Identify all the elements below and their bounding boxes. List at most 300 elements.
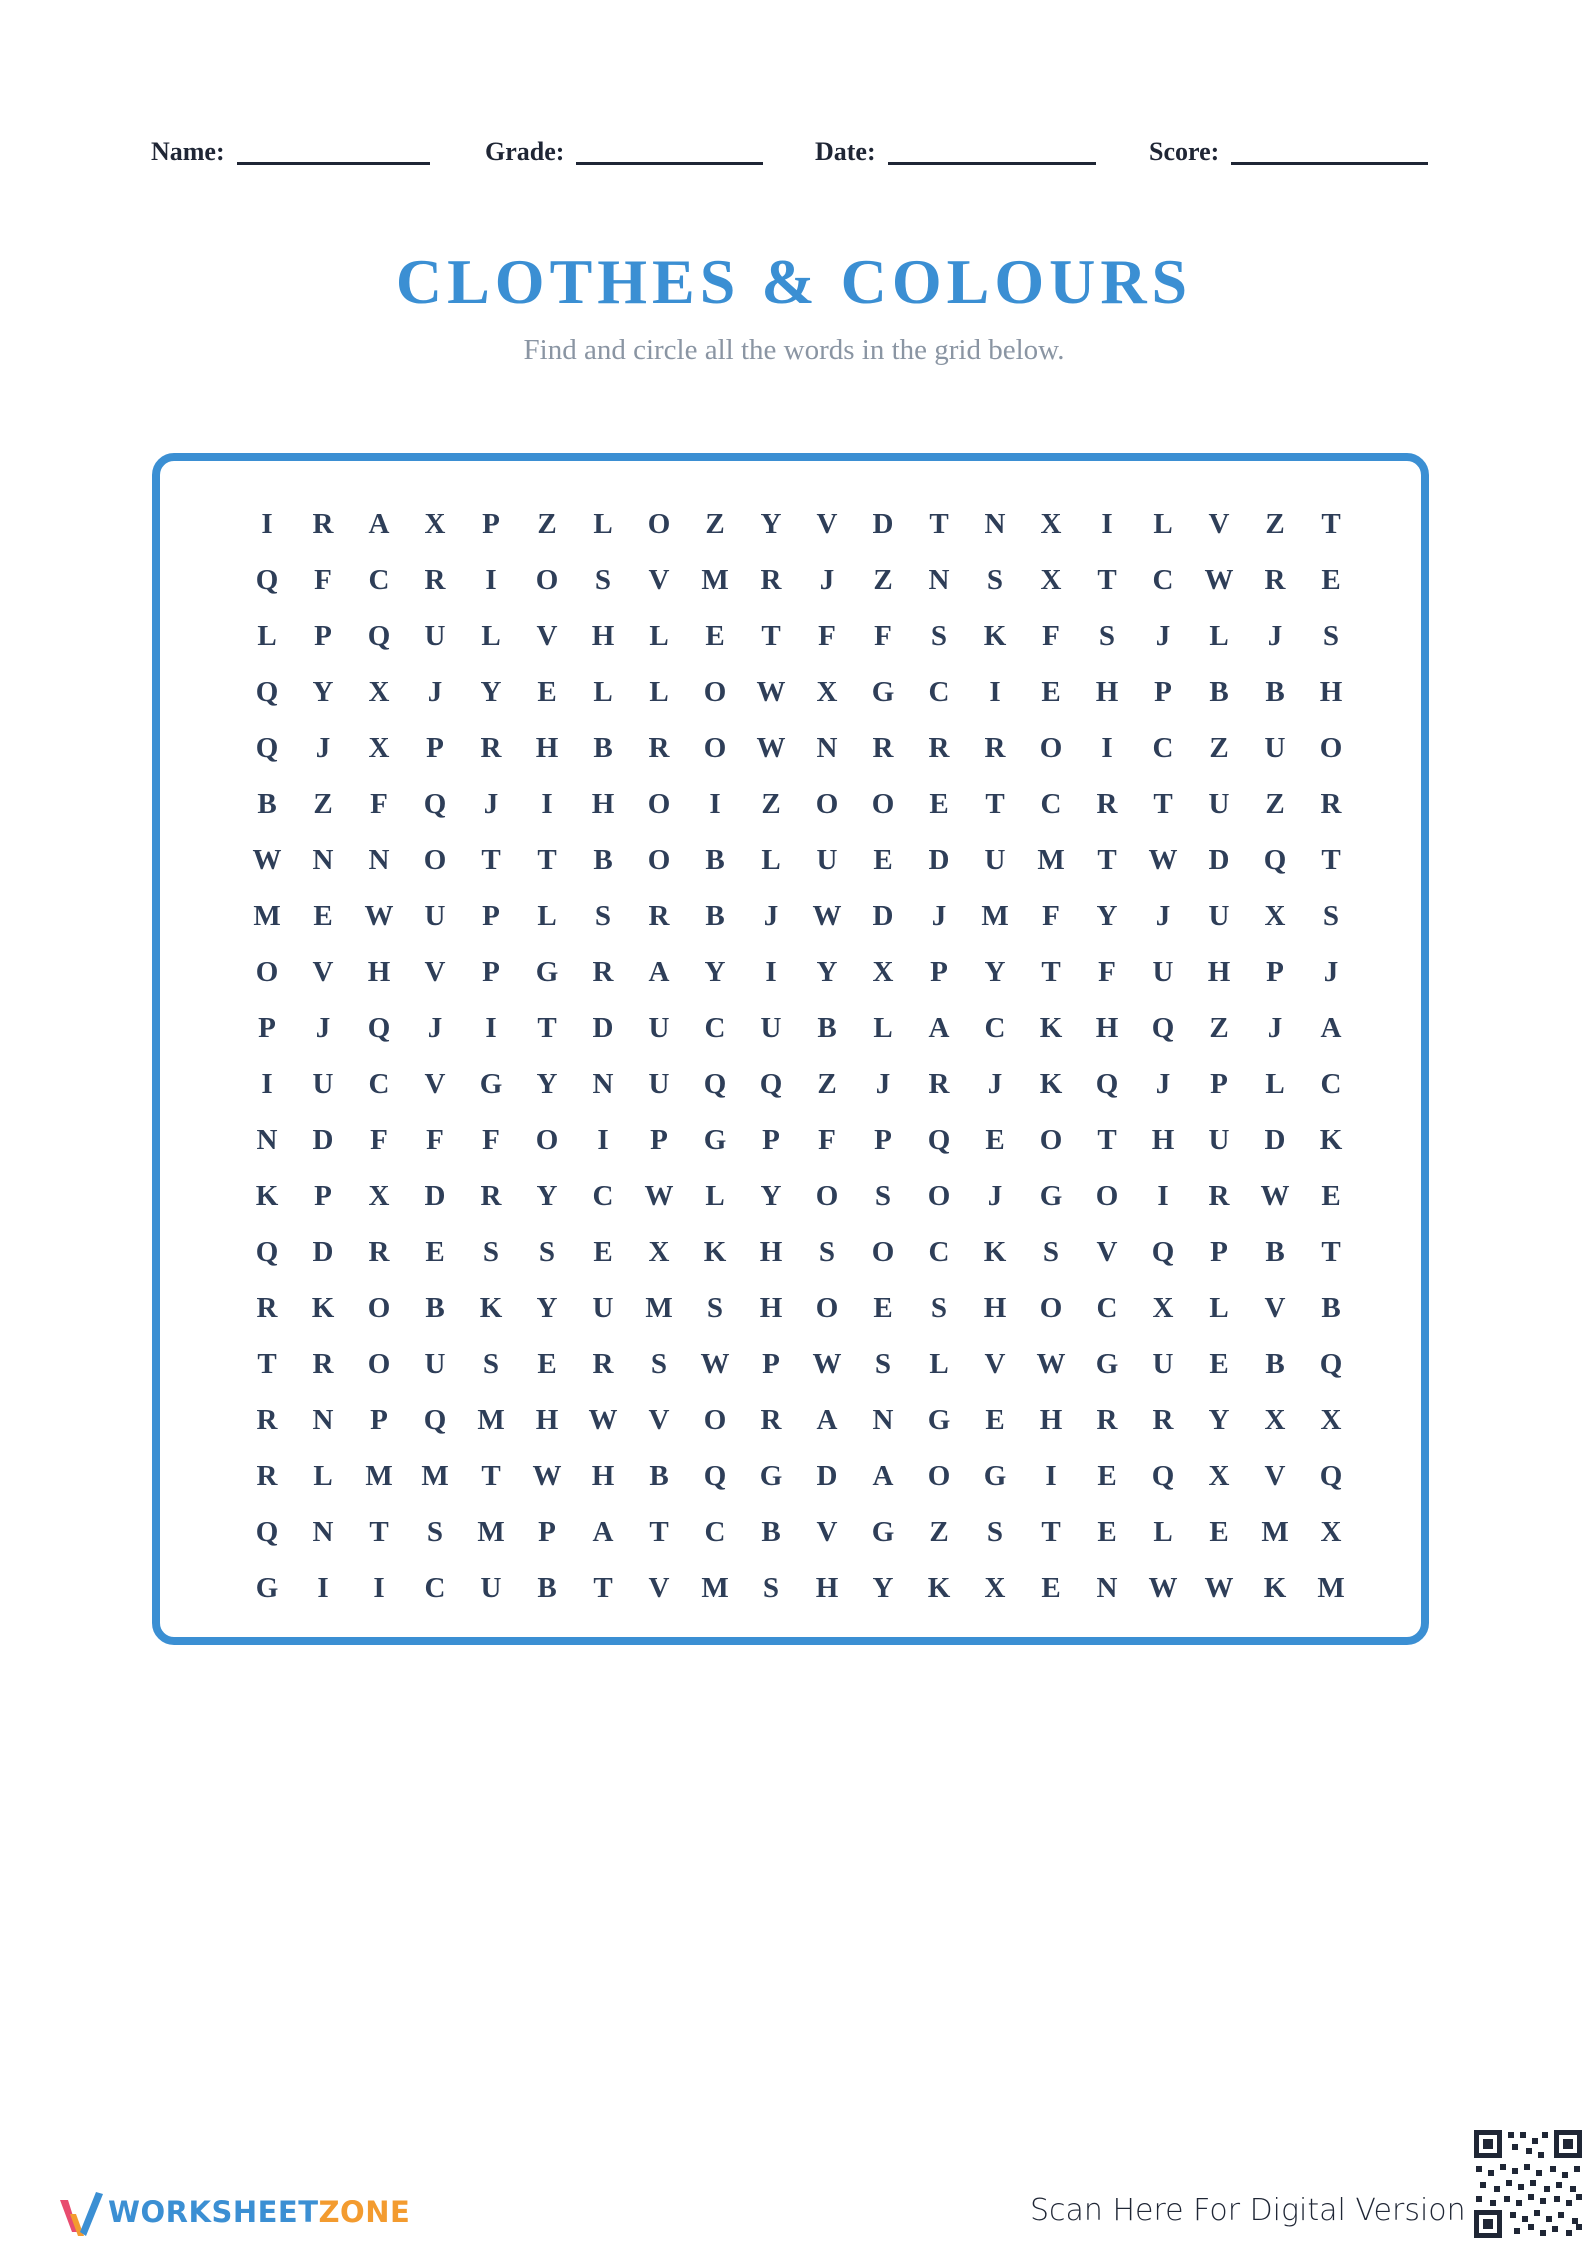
grid-letter[interactable]: E	[1321, 563, 1341, 596]
grid-letter[interactable]: X	[648, 1235, 670, 1268]
grid-letter[interactable]: V	[1096, 1235, 1118, 1268]
grid-letter[interactable]: U	[1264, 731, 1286, 764]
grid-letter[interactable]: T	[1097, 563, 1117, 596]
grid-letter[interactable]: W	[1204, 563, 1234, 596]
grid-letter[interactable]: R	[480, 731, 502, 764]
grid-letter[interactable]: J	[427, 675, 443, 708]
grid-letter[interactable]: J	[987, 1179, 1003, 1212]
grid-letter[interactable]: H	[815, 1571, 839, 1604]
grid-letter[interactable]: O	[927, 1459, 951, 1492]
grid-letter[interactable]: A	[1320, 1011, 1342, 1044]
grid-letter[interactable]: B	[1209, 675, 1229, 708]
grid-letter[interactable]: O	[1039, 1291, 1063, 1324]
grid-letter[interactable]: C	[424, 1571, 446, 1604]
grid-letter[interactable]: M	[701, 563, 729, 596]
grid-letter[interactable]: G	[871, 1515, 895, 1548]
grid-letter[interactable]: Q	[1319, 1347, 1343, 1380]
grade-line[interactable]	[576, 128, 763, 165]
grid-letter[interactable]: C	[1096, 1291, 1118, 1324]
grid-letter[interactable]: R	[1096, 1403, 1118, 1436]
grid-letter[interactable]: Q	[255, 675, 279, 708]
grid-letter[interactable]: L	[929, 1347, 949, 1380]
grid-letter[interactable]: A	[816, 1403, 838, 1436]
grid-letter[interactable]: S	[874, 1347, 892, 1380]
grid-letter[interactable]: M	[477, 1403, 505, 1436]
grid-letter[interactable]: F	[818, 619, 836, 652]
grid-letter[interactable]: O	[535, 563, 559, 596]
grid-letter[interactable]: N	[816, 731, 838, 764]
grid-letter[interactable]: Y	[760, 507, 782, 540]
grid-letter[interactable]: P	[1266, 955, 1284, 988]
grid-letter[interactable]: Y	[536, 1179, 558, 1212]
grid-letter[interactable]: S	[986, 1515, 1004, 1548]
grid-letter[interactable]: V	[816, 1515, 838, 1548]
grid-letter[interactable]: O	[535, 1123, 559, 1156]
grid-letter[interactable]: T	[929, 507, 949, 540]
grid-letter[interactable]: K	[1263, 1571, 1287, 1604]
grid-letter[interactable]: Q	[367, 1011, 391, 1044]
grid-letter[interactable]: C	[928, 675, 950, 708]
grid-letter[interactable]: U	[760, 1011, 782, 1044]
grid-letter[interactable]: B	[425, 1291, 445, 1324]
grid-letter[interactable]: E	[425, 1235, 445, 1268]
grid-letter[interactable]: I	[597, 1123, 609, 1156]
grid-letter[interactable]: Q	[703, 1067, 727, 1100]
grid-letter[interactable]: B	[817, 1011, 837, 1044]
grid-letter[interactable]: I	[1101, 731, 1113, 764]
grid-letter[interactable]: I	[261, 507, 273, 540]
grid-letter[interactable]: M	[645, 1291, 673, 1324]
grid-letter[interactable]: I	[1045, 1459, 1057, 1492]
grid-letter[interactable]: K	[1319, 1123, 1343, 1156]
grid-letter[interactable]: E	[985, 1123, 1005, 1156]
grid-letter[interactable]: K	[983, 619, 1007, 652]
grid-letter[interactable]: C	[1320, 1067, 1342, 1100]
grid-letter[interactable]: W	[1260, 1179, 1290, 1212]
grid-letter[interactable]: G	[927, 1403, 951, 1436]
grid-letter[interactable]: M	[365, 1459, 393, 1492]
grid-letter[interactable]: E	[1209, 1347, 1229, 1380]
grid-letter[interactable]: V	[816, 507, 838, 540]
grid-letter[interactable]: T	[649, 1515, 669, 1548]
grid-letter[interactable]: P	[258, 1011, 276, 1044]
grid-letter[interactable]: W	[588, 1403, 618, 1436]
grid-letter[interactable]: S	[930, 619, 948, 652]
grid-letter[interactable]: Q	[367, 619, 391, 652]
grid-letter[interactable]: D	[872, 507, 894, 540]
grid-letter[interactable]: K	[255, 1179, 279, 1212]
grid-letter[interactable]: H	[1151, 1123, 1175, 1156]
grid-letter[interactable]: F	[314, 563, 332, 596]
grid-letter[interactable]: L	[537, 899, 557, 932]
grid-letter[interactable]: W	[756, 731, 786, 764]
grid-letter[interactable]: B	[649, 1459, 669, 1492]
grid-letter[interactable]: U	[592, 1291, 614, 1324]
grid-letter[interactable]: Y	[760, 1179, 782, 1212]
grid-letter[interactable]: L	[649, 619, 669, 652]
grid-letter[interactable]: F	[1098, 955, 1116, 988]
grid-letter[interactable]: J	[1267, 619, 1283, 652]
grid-letter[interactable]: X	[1208, 1459, 1230, 1492]
grid-letter[interactable]: W	[1204, 1571, 1234, 1604]
grid-letter[interactable]: C	[368, 1067, 390, 1100]
grid-letter[interactable]: S	[426, 1515, 444, 1548]
grid-letter[interactable]: Q	[255, 1515, 279, 1548]
grid-letter[interactable]: N	[872, 1403, 894, 1436]
grid-letter[interactable]: S	[594, 563, 612, 596]
grid-letter[interactable]: T	[537, 843, 557, 876]
grid-letter[interactable]: N	[312, 1515, 334, 1548]
date-field[interactable]	[815, 128, 1096, 165]
grid-letter[interactable]: Y	[984, 955, 1006, 988]
grid-letter[interactable]: R	[256, 1291, 278, 1324]
qr-code-icon[interactable]	[1472, 2128, 1584, 2240]
grid-letter[interactable]: Y	[536, 1291, 558, 1324]
grid-letter[interactable]: G	[759, 1459, 783, 1492]
grid-letter[interactable]: R	[648, 899, 670, 932]
grid-letter[interactable]: O	[423, 843, 447, 876]
grid-letter[interactable]: Q	[423, 787, 447, 820]
grid-letter[interactable]: W	[1148, 1571, 1178, 1604]
grid-letter[interactable]: O	[815, 1179, 839, 1212]
grid-letter[interactable]: Y	[1208, 1403, 1230, 1436]
grid-letter[interactable]: S	[1322, 619, 1340, 652]
grid-letter[interactable]: V	[984, 1347, 1006, 1380]
grid-letter[interactable]: D	[424, 1179, 446, 1212]
grid-letter[interactable]: P	[930, 955, 948, 988]
grid-letter[interactable]: P	[314, 1179, 332, 1212]
grid-letter[interactable]: P	[762, 1347, 780, 1380]
grid-letter[interactable]: Z	[873, 563, 893, 596]
grid-letter[interactable]: E	[1321, 1179, 1341, 1212]
grid-letter[interactable]: X	[424, 507, 446, 540]
grid-letter[interactable]: T	[1041, 1515, 1061, 1548]
grid-letter[interactable]: M	[981, 899, 1009, 932]
grid-letter[interactable]: R	[424, 563, 446, 596]
name-line[interactable]	[237, 128, 430, 165]
grid-letter[interactable]: F	[370, 787, 388, 820]
grid-letter[interactable]: L	[761, 843, 781, 876]
grid-letter[interactable]: R	[760, 563, 782, 596]
grid-letter[interactable]: V	[648, 1571, 670, 1604]
grid-letter[interactable]: Z	[929, 1515, 949, 1548]
grid-letter[interactable]: M	[1037, 843, 1065, 876]
grid-letter[interactable]: J	[763, 899, 779, 932]
grid-letter[interactable]: R	[312, 507, 334, 540]
grid-letter[interactable]: A	[872, 1459, 894, 1492]
grid-letter[interactable]: J	[315, 1011, 331, 1044]
grid-letter[interactable]: P	[762, 1123, 780, 1156]
grid-letter[interactable]: A	[928, 1011, 950, 1044]
grid-letter[interactable]: U	[480, 1571, 502, 1604]
grid-letter[interactable]: Q	[1151, 1459, 1175, 1492]
grid-letter[interactable]: K	[927, 1571, 951, 1604]
grid-letter[interactable]: Y	[816, 955, 838, 988]
grid-letter[interactable]: H	[535, 731, 559, 764]
grid-letter[interactable]: L	[1209, 619, 1229, 652]
grid-letter[interactable]: Q	[255, 563, 279, 596]
grid-letter[interactable]: L	[1209, 1291, 1229, 1324]
grid-letter[interactable]: T	[1321, 1235, 1341, 1268]
grid-letter[interactable]: S	[762, 1571, 780, 1604]
grid-letter[interactable]: T	[761, 619, 781, 652]
grid-letter[interactable]: I	[485, 1011, 497, 1044]
grid-letter[interactable]: O	[647, 843, 671, 876]
grid-letter[interactable]: M	[477, 1515, 505, 1548]
grid-letter[interactable]: X	[1320, 1403, 1342, 1436]
grid-letter[interactable]: F	[1042, 899, 1060, 932]
grid-letter[interactable]: J	[987, 1067, 1003, 1100]
grid-letter[interactable]: H	[591, 619, 615, 652]
grid-letter[interactable]: B	[1321, 1291, 1341, 1324]
grade-field[interactable]	[485, 128, 763, 165]
grid-letter[interactable]: H	[759, 1291, 783, 1324]
grid-letter[interactable]: O	[647, 507, 671, 540]
grid-letter[interactable]: P	[482, 955, 500, 988]
grid-letter[interactable]: L	[1153, 1515, 1173, 1548]
grid-letter[interactable]: C	[368, 563, 390, 596]
grid-letter[interactable]: C	[1152, 731, 1174, 764]
grid-letter[interactable]: X	[1264, 1403, 1286, 1436]
grid-letter[interactable]: S	[482, 1235, 500, 1268]
grid-letter[interactable]: T	[257, 1347, 277, 1380]
grid-letter[interactable]: I	[709, 787, 721, 820]
grid-letter[interactable]: Z	[705, 507, 725, 540]
grid-letter[interactable]: L	[593, 675, 613, 708]
grid-letter[interactable]: H	[591, 787, 615, 820]
grid-letter[interactable]: G	[983, 1459, 1007, 1492]
grid-letter[interactable]: L	[593, 507, 613, 540]
grid-letter[interactable]: X	[1152, 1291, 1174, 1324]
grid-letter[interactable]: J	[427, 1011, 443, 1044]
grid-letter[interactable]: E	[873, 1291, 893, 1324]
grid-letter[interactable]: Z	[1209, 1011, 1229, 1044]
grid-letter[interactable]: E	[873, 843, 893, 876]
grid-letter[interactable]: R	[1152, 1403, 1174, 1436]
grid-letter[interactable]: O	[703, 731, 727, 764]
grid-letter[interactable]: E	[537, 1347, 557, 1380]
grid-letter[interactable]: R	[928, 1067, 950, 1100]
grid-letter[interactable]: Q	[759, 1067, 783, 1100]
grid-letter[interactable]: U	[1152, 955, 1174, 988]
grid-letter[interactable]: Z	[1265, 507, 1285, 540]
grid-letter[interactable]: J	[1155, 899, 1171, 932]
grid-letter[interactable]: H	[983, 1291, 1007, 1324]
grid-letter[interactable]: X	[816, 675, 838, 708]
grid-letter[interactable]: K	[1039, 1067, 1063, 1100]
grid-letter[interactable]: U	[816, 843, 838, 876]
grid-letter[interactable]: P	[314, 619, 332, 652]
grid-letter[interactable]: L	[481, 619, 501, 652]
grid-letter[interactable]: S	[538, 1235, 556, 1268]
grid-letter[interactable]: U	[1152, 1347, 1174, 1380]
grid-letter[interactable]: U	[648, 1011, 670, 1044]
grid-letter[interactable]: C	[928, 1235, 950, 1268]
grid-letter[interactable]: L	[257, 619, 277, 652]
grid-letter[interactable]: M	[1261, 1515, 1289, 1548]
grid-letter[interactable]: W	[812, 1347, 842, 1380]
grid-letter[interactable]: G	[871, 675, 895, 708]
grid-letter[interactable]: K	[1039, 1011, 1063, 1044]
grid-letter[interactable]: W	[812, 899, 842, 932]
grid-letter[interactable]: N	[928, 563, 950, 596]
grid-letter[interactable]: N	[312, 843, 334, 876]
grid-letter[interactable]: B	[1265, 1347, 1285, 1380]
grid-letter[interactable]: O	[703, 1403, 727, 1436]
grid-letter[interactable]: X	[368, 731, 390, 764]
grid-letter[interactable]: M	[421, 1459, 449, 1492]
grid-letter[interactable]: U	[424, 619, 446, 652]
grid-letter[interactable]: E	[537, 675, 557, 708]
grid-letter[interactable]: R	[872, 731, 894, 764]
grid-letter[interactable]: R	[368, 1235, 390, 1268]
grid-letter[interactable]: Q	[255, 731, 279, 764]
grid-letter[interactable]: O	[703, 675, 727, 708]
grid-letter[interactable]: K	[983, 1235, 1007, 1268]
grid-letter[interactable]: D	[872, 899, 894, 932]
grid-letter[interactable]: R	[984, 731, 1006, 764]
grid-letter[interactable]: P	[538, 1515, 556, 1548]
grid-letter[interactable]: K	[479, 1291, 503, 1324]
grid-letter[interactable]: T	[1153, 787, 1173, 820]
grid-letter[interactable]: J	[1155, 1067, 1171, 1100]
grid-letter[interactable]: L	[313, 1459, 333, 1492]
grid-letter[interactable]: A	[592, 1515, 614, 1548]
grid-letter[interactable]: C	[984, 1011, 1006, 1044]
grid-letter[interactable]: X	[1264, 899, 1286, 932]
grid-letter[interactable]: E	[929, 787, 949, 820]
grid-letter[interactable]: W	[364, 899, 394, 932]
grid-letter[interactable]: S	[650, 1347, 668, 1380]
grid-letter[interactable]: Y	[312, 675, 334, 708]
name-field[interactable]	[151, 128, 430, 165]
grid-letter[interactable]: D	[816, 1459, 838, 1492]
grid-letter[interactable]: X	[1320, 1515, 1342, 1548]
grid-letter[interactable]: P	[874, 1123, 892, 1156]
grid-letter[interactable]: B	[257, 787, 277, 820]
grid-letter[interactable]: I	[261, 1067, 273, 1100]
grid-letter[interactable]: S	[818, 1235, 836, 1268]
grid-letter[interactable]: J	[1323, 955, 1339, 988]
grid-letter[interactable]: V	[1208, 507, 1230, 540]
grid-letter[interactable]: J	[1267, 1011, 1283, 1044]
grid-letter[interactable]: H	[591, 1459, 615, 1492]
grid-letter[interactable]: O	[871, 787, 895, 820]
grid-letter[interactable]: I	[1157, 1179, 1169, 1212]
grid-letter[interactable]: M	[253, 899, 281, 932]
grid-letter[interactable]: E	[1097, 1459, 1117, 1492]
grid-letter[interactable]: W	[252, 843, 282, 876]
grid-letter[interactable]: U	[1208, 899, 1230, 932]
grid-letter[interactable]: S	[706, 1291, 724, 1324]
grid-letter[interactable]: S	[986, 563, 1004, 596]
grid-letter[interactable]: G	[535, 955, 559, 988]
grid-letter[interactable]: V	[312, 955, 334, 988]
grid-letter[interactable]: U	[424, 899, 446, 932]
grid-letter[interactable]: G	[703, 1123, 727, 1156]
grid-letter[interactable]: H	[1039, 1403, 1063, 1436]
grid-letter[interactable]: T	[1041, 955, 1061, 988]
grid-letter[interactable]: Y	[872, 1571, 894, 1604]
grid-letter[interactable]: S	[482, 1347, 500, 1380]
grid-letter[interactable]: T	[1097, 843, 1117, 876]
grid-letter[interactable]: I	[485, 563, 497, 596]
grid-letter[interactable]: Z	[537, 507, 557, 540]
grid-letter[interactable]: Q	[1095, 1067, 1119, 1100]
date-line[interactable]	[888, 128, 1096, 165]
grid-letter[interactable]: R	[760, 1403, 782, 1436]
grid-letter[interactable]: L	[705, 1179, 725, 1212]
grid-letter[interactable]: D	[312, 1123, 334, 1156]
grid-letter[interactable]: B	[705, 843, 725, 876]
grid-letter[interactable]: D	[1264, 1123, 1286, 1156]
grid-letter[interactable]: I	[541, 787, 553, 820]
grid-letter[interactable]: C	[704, 1515, 726, 1548]
grid-letter[interactable]: W	[756, 675, 786, 708]
grid-letter[interactable]: E	[985, 1403, 1005, 1436]
grid-letter[interactable]: P	[1154, 675, 1172, 708]
grid-letter[interactable]: Q	[1151, 1235, 1175, 1268]
grid-letter[interactable]: B	[537, 1571, 557, 1604]
grid-letter[interactable]: H	[1319, 675, 1343, 708]
grid-letter[interactable]: L	[1153, 507, 1173, 540]
grid-letter[interactable]: Q	[255, 1235, 279, 1268]
grid-letter[interactable]: D	[928, 843, 950, 876]
grid-letter[interactable]: R	[480, 1179, 502, 1212]
grid-letter[interactable]: O	[367, 1347, 391, 1380]
grid-letter[interactable]: H	[367, 955, 391, 988]
grid-letter[interactable]: D	[592, 1011, 614, 1044]
grid-letter[interactable]: S	[594, 899, 612, 932]
grid-letter[interactable]: V	[536, 619, 558, 652]
grid-letter[interactable]: U	[984, 843, 1006, 876]
score-line[interactable]	[1231, 128, 1428, 165]
grid-letter[interactable]: N	[984, 507, 1006, 540]
grid-letter[interactable]: O	[647, 787, 671, 820]
grid-letter[interactable]: F	[874, 619, 892, 652]
grid-letter[interactable]: J	[483, 787, 499, 820]
grid-letter[interactable]: X	[368, 1179, 390, 1212]
grid-letter[interactable]: F	[426, 1123, 444, 1156]
grid-letter[interactable]: T	[481, 1459, 501, 1492]
grid-letter[interactable]: T	[369, 1515, 389, 1548]
grid-letter[interactable]: H	[759, 1235, 783, 1268]
grid-letter[interactable]: R	[592, 1347, 614, 1380]
grid-letter[interactable]: U	[1208, 787, 1230, 820]
grid-letter[interactable]: Z	[817, 1067, 837, 1100]
grid-letter[interactable]: T	[1097, 1123, 1117, 1156]
grid-letter[interactable]: S	[1098, 619, 1116, 652]
grid-letter[interactable]: F	[818, 1123, 836, 1156]
grid-letter[interactable]: K	[311, 1291, 335, 1324]
score-field[interactable]	[1149, 128, 1428, 165]
grid-letter[interactable]: H	[535, 1403, 559, 1436]
grid-letter[interactable]: O	[871, 1235, 895, 1268]
grid-letter[interactable]: C	[1152, 563, 1174, 596]
grid-letter[interactable]: W	[700, 1347, 730, 1380]
grid-letter[interactable]: P	[1210, 1235, 1228, 1268]
grid-letter[interactable]: O	[1039, 731, 1063, 764]
grid-letter[interactable]: C	[592, 1179, 614, 1212]
grid-letter[interactable]: O	[255, 955, 279, 988]
grid-letter[interactable]: B	[761, 1515, 781, 1548]
grid-letter[interactable]: Y	[1096, 899, 1118, 932]
grid-letter[interactable]: Z	[313, 787, 333, 820]
grid-letter[interactable]: R	[312, 1347, 334, 1380]
grid-letter[interactable]: R	[928, 731, 950, 764]
grid-letter[interactable]: R	[648, 731, 670, 764]
grid-letter[interactable]: X	[1040, 507, 1062, 540]
